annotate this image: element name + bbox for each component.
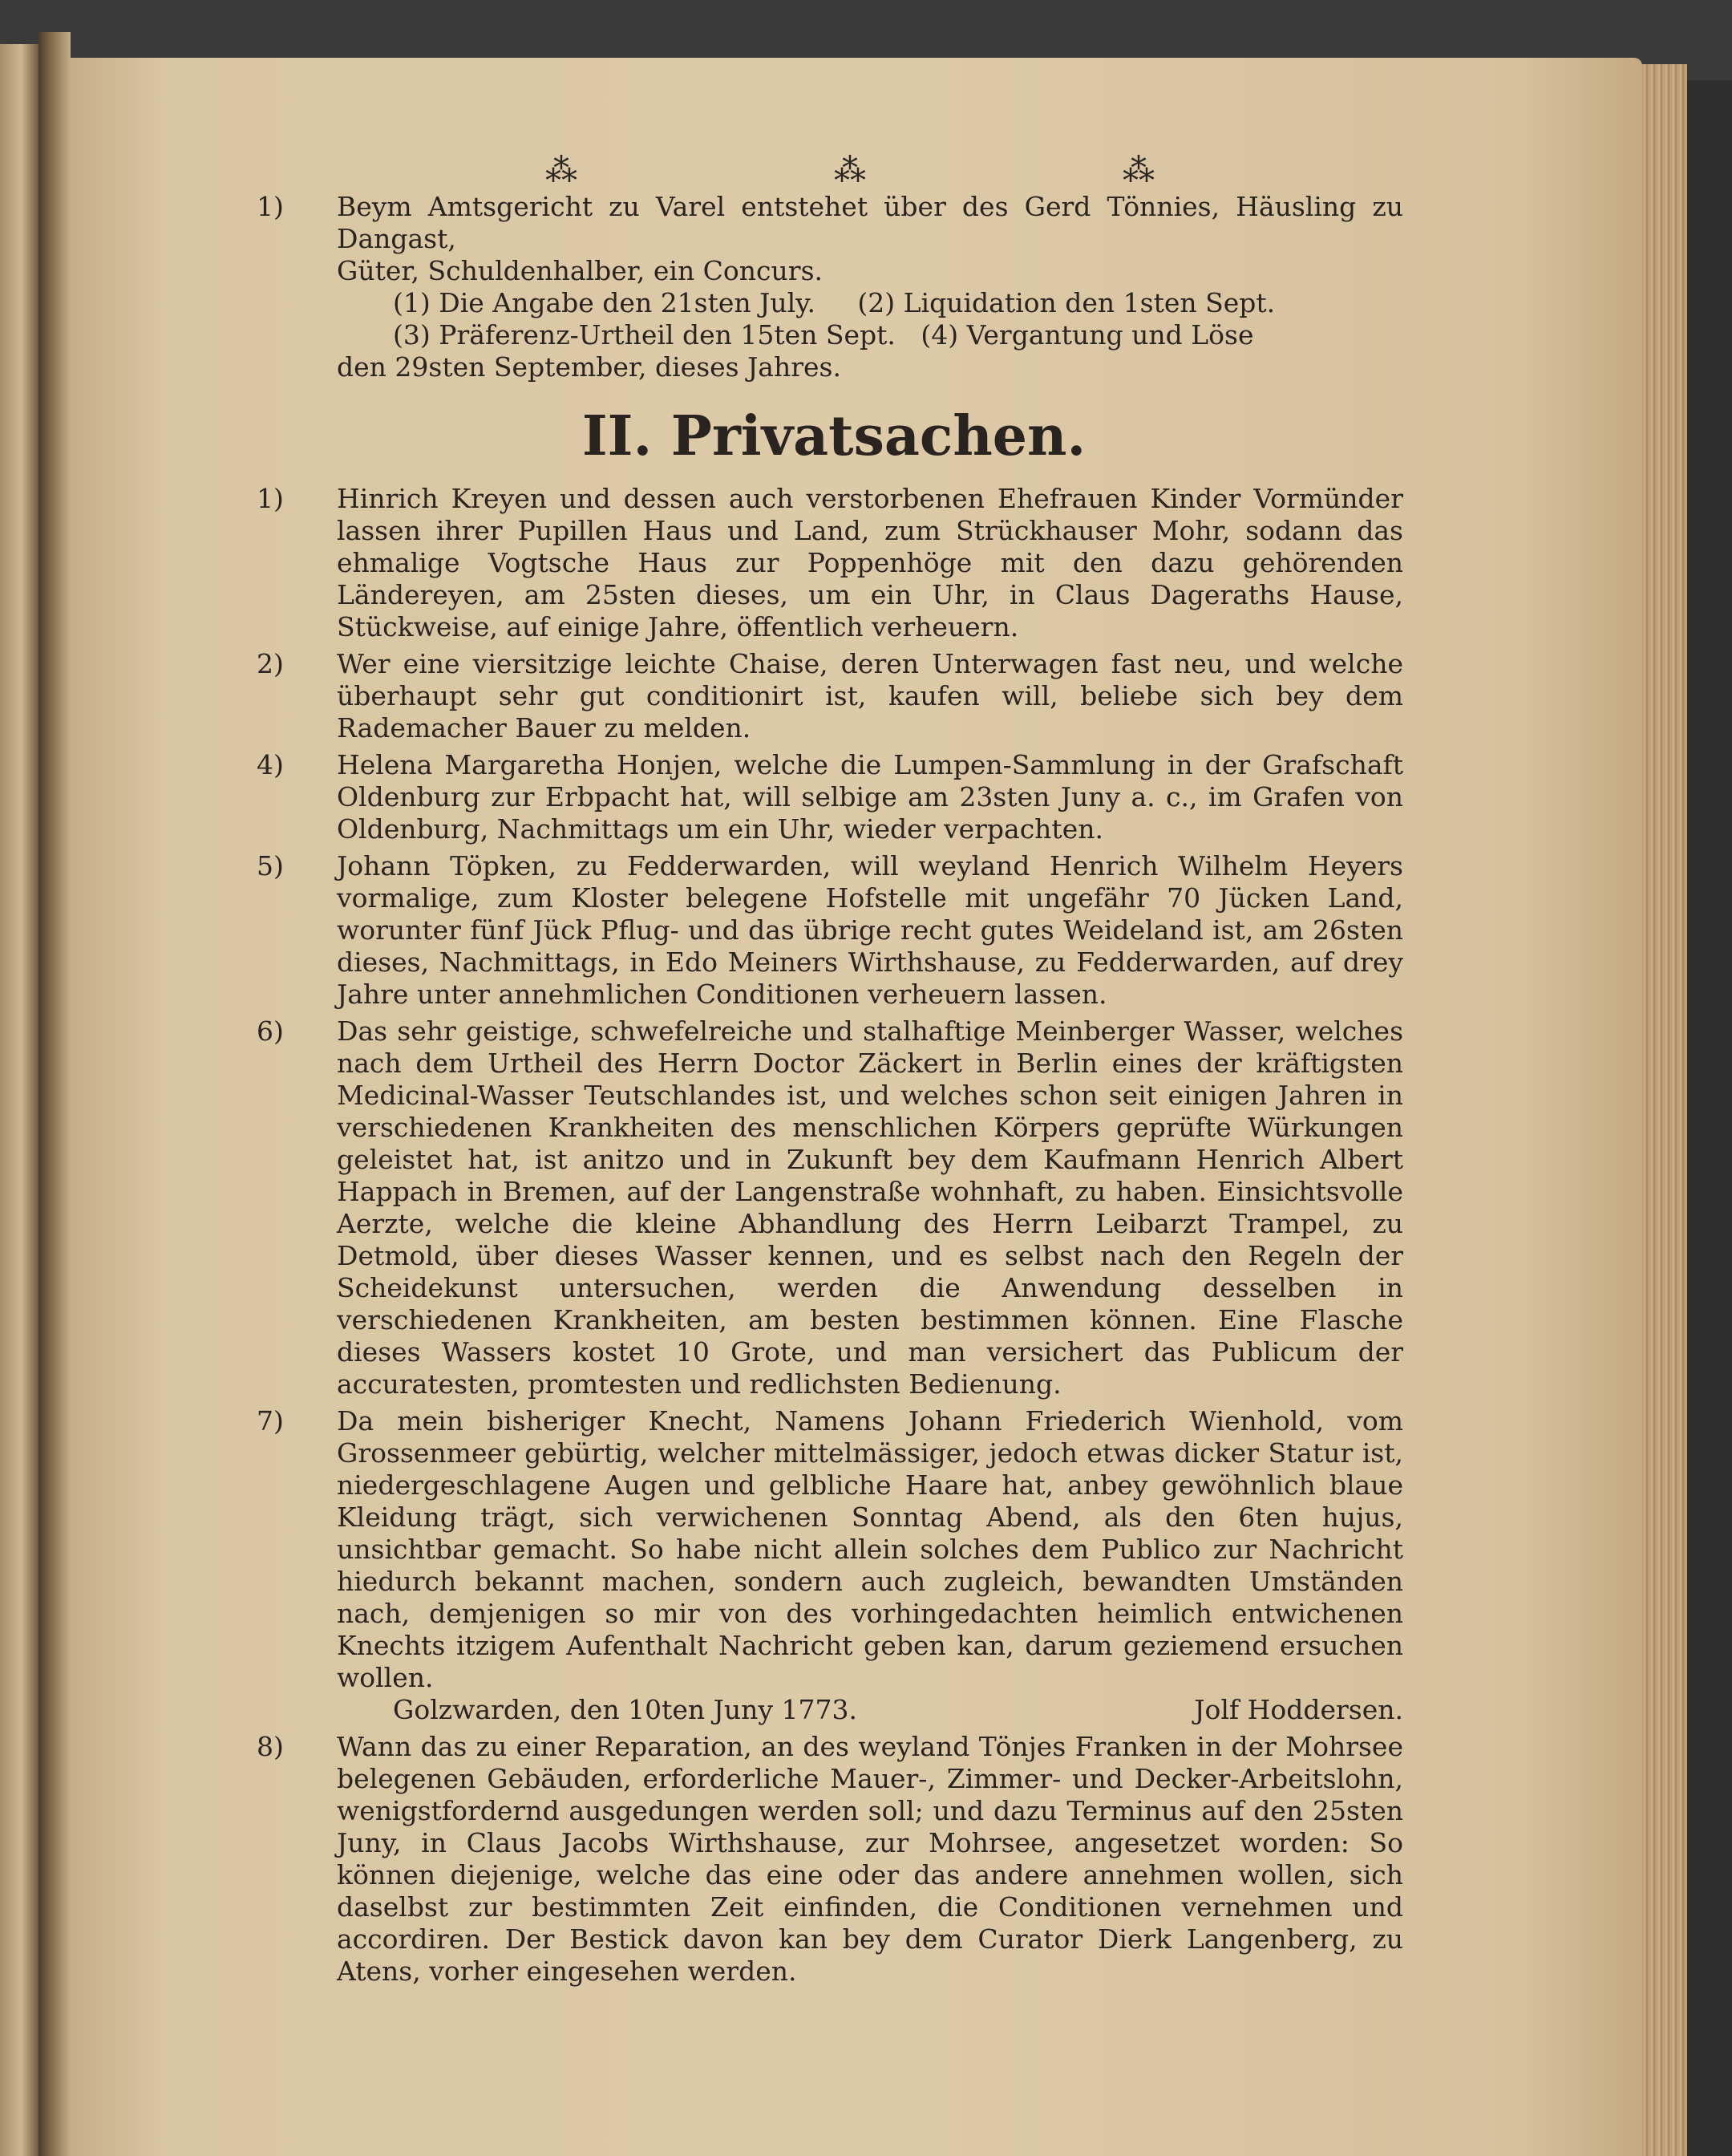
place-date: Golzwarden, den 10ten Juny 1773.	[393, 1694, 858, 1725]
entry-number: 8)	[257, 1731, 284, 1762]
entry-number: 4)	[257, 749, 284, 780]
text-line: Güter, Schuldenhalber, ein Concurs.	[337, 255, 823, 286]
text-block	[257, 191, 1403, 1988]
background-shadow	[1687, 80, 1732, 2156]
entry-number: 7)	[257, 1405, 284, 1437]
signature-line	[337, 1694, 1403, 1726]
text-line: Beym Amtsgericht zu Varel entstehet über des Gerd Tönnies, Häusling zu Dangast,	[337, 191, 1403, 254]
entry-text: Johann Töpken, zu Fedderwarden, will weyland Henrich Wilhelm Heyers vormalige, zum Kloster belegene Hofstelle mit ungefähr 70 Jücken Land, worunter fünf Jück Pflug- und das übrige recht gutes Weideland ist, am 26sten dieses, Nachmittags, in Edo Meiners Wirthshause, zu Fedderwarden, auf drey Jahre unter annehmlichen Conditionen verheuern lassen.	[337, 850, 1403, 1010]
entry-2	[257, 648, 1403, 744]
ornament-row	[545, 152, 1155, 189]
signature: Jolf Hoddersen.	[1194, 1694, 1403, 1725]
entry-text: Das sehr geistige, schwefelreiche und stalhaftige Meinberger Wasser, welches nach dem Urtheil des Herrn Doctor Zäckert in Berlin eines der kräftigsten Medicinal-Wasser Teutschlandes ist, und welches schon seit einigen Jahren in verschiedenen Krankheiten des menschlichen Körpers geprüfte Würkungen geleistet hat, ist anitzo und in Zukunft bey dem Kaufmann Henrich Albert Happach in Bremen, auf der Langenstraße wohnhaft, zu haben. Einsichtsvolle Aerzte, welche die kleine Abhandlung des Herrn Leibarzt Trampel, zu Detmold, über dieses Wasser kennen, und es selbst nach den Regeln der Scheidekunst untersuchen, werden die Anwendung desselben in verschiedenen Krankheiten, am besten bestimmen können. Eine Flasche dieses Wassers kostet 10 Grote, und man versichert das Publicum der accuratesten, promtesten und redlichsten Bedienung.	[337, 1015, 1403, 1400]
ornament-icon: ⁂	[834, 152, 866, 189]
entry-4	[257, 749, 1403, 845]
text-line: (1) Die Angabe den 21sten July. (2) Liquidation den 1sten Sept.	[393, 287, 1276, 318]
entry-8	[257, 1731, 1403, 1988]
ornament-icon: ⁂	[1123, 152, 1155, 189]
book-gutter	[38, 32, 71, 2156]
entry-text: Helena Margaretha Honjen, welche die Lumpen-Sammlung in der Grafschaft Oldenburg zur Erbpacht hat, will selbige am 23sten Juny a. c., im Grafen von Oldenburg, Nachmittags um ein Uhr, wieder verpachten.	[337, 749, 1403, 845]
entry-5	[257, 850, 1403, 1011]
text-line: den 29sten September, dieses Jahres.	[337, 351, 841, 383]
entry-text: Da mein bisheriger Knecht, Namens Johann Friederich Wienhold, vom Grossenmeer gebürtig, welcher mittelmässiger, jedoch etwas dicker Statur ist, niedergeschlagene Augen und gelbliche Haare hat, anbey gewöhnlich blaue Kleidung trägt, sich verwichenen Sonntag Abend, als den 6ten hujus, unsichtbar gemacht. So habe nicht allein solches dem Publico zur Nachricht hiedurch bekannt machen, sondern auch zugleich, bewandten Umständen nach, demjenigen so mir von des vorhingedachten heimlich entwichenen Knechts itzigem Aufenthalt Nachricht geben kan, darum geziemend ersuchen wollen.	[337, 1405, 1403, 1693]
entry-number: 5)	[257, 850, 284, 881]
entry-6	[257, 1015, 1403, 1400]
facing-page-edge	[0, 44, 38, 2156]
text-line: (3) Präferenz-Urtheil den 15ten Sept. (4) Vergantung und Löse	[393, 319, 1254, 351]
section-1-entry	[257, 191, 1403, 383]
entry-number: 1)	[257, 483, 284, 514]
section-heading: II. Privatsachen.	[581, 404, 1087, 468]
entry-number: 6)	[257, 1015, 284, 1047]
entry-1	[257, 483, 1403, 643]
ornament-icon: ⁂	[545, 152, 577, 189]
page-stack-edges	[1642, 64, 1687, 2156]
entry-text: Hinrich Kreyen und dessen auch verstorbenen Ehefrauen Kinder Vormünder lassen ihrer Pupillen Haus und Land, zum Strückhauser Mohr, sodann das ehmalige Vogtsche Haus zur Poppenhöge mit den dazu gehörenden Ländereyen, am 25sten dieses, um ein Uhr, in Claus Dageraths Hause, Stückweise, auf einige Jahre, öffentlich verheuern.	[337, 483, 1403, 642]
entry-text: Wann das zu einer Reparation, an des weyland Tönjes Franken in der Mohrsee belegenen Gebäuden, erforderliche Mauer-, Zimmer- und Decker-Arbeitslohn, wenigstfordernd ausgedungen werden soll; und dazu Terminus auf den 25sten Juny, in Claus Jacobs Wirthshause, zur Mohrsee, angesetzet worden: So können diejenige, welche das eine oder das andere annehmen wollen, sich daselbst zur bestimmten Zeit einfinden, die Conditionen vernehmen und accordiren. Der Bestick davon kan bey dem Curator Dierk Langenberg, zu Atens, vorher eingesehen werden.	[337, 1731, 1403, 1987]
entry-text: Wer eine viersitzige leichte Chaise, deren Unterwagen fast neu, und welche überhaupt sehr gut conditionirt ist, kaufen will, beliebe sich bey dem Rademacher Bauer zu melden.	[337, 648, 1403, 744]
entry-number: 1)	[257, 191, 284, 222]
entry-7	[257, 1405, 1403, 1726]
entry-number: 2)	[257, 648, 284, 679]
